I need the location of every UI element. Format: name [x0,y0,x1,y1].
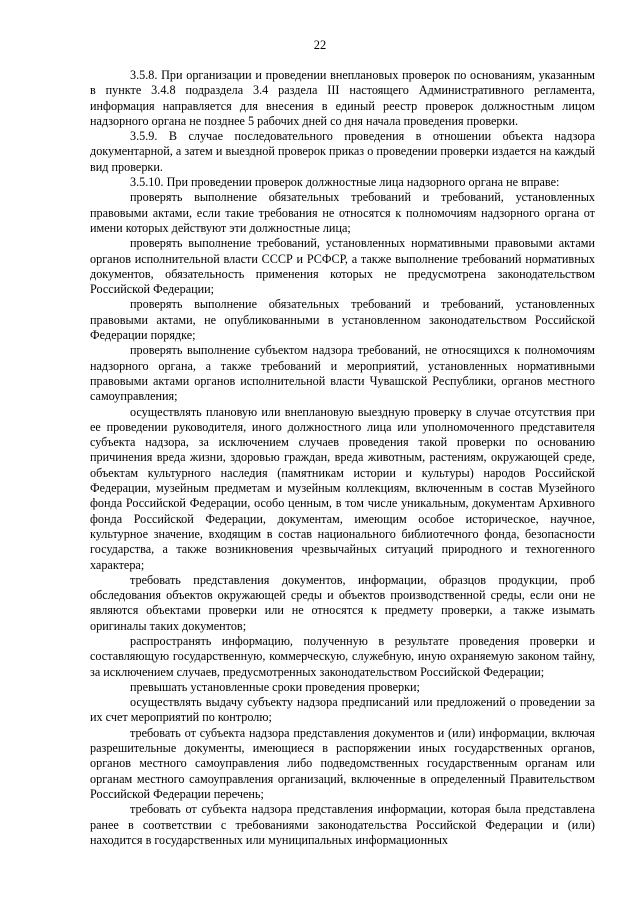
list-item-issue-orders-at-their-cost: осуществлять выдачу субъекту надзора предписаний или предложений о проведении за их счет мероприятий по контролю; [90,695,595,725]
list-item-demand-documents-samples: требовать представления документов, информации, образцов продукции, проб обследования объектов окружающей среды и объектов производственной среды, если они не являются объектами проверки или не относятся к предмету проверки, а также изымать оригиналы таких документов; [90,572,595,633]
list-item-ussr-rsfsr-acts: проверять выполнение требований, установленных нормативными правовыми актами органов исполнительной власти СССР и РСФСР, а также выполнение требований нормативных документов, обязательность применения которых не предусмотрена законодательством Российской Федерации; [90,236,595,297]
list-item-requirements-outside-authority: проверять выполнение обязательных требований и требований, установленных правовыми актами, если такие требования не относятся к полномочиям надзорного органа от имени которых действуют эти должностные лица; [90,190,595,235]
document-body [90,68,595,848]
list-item-inspection-without-representative: осуществлять плановую или внеплановую выездную проверку в случае отсутствия при ее проведении руководителя, иного должностного лица или уполномоченного представителя субъекта надзора, за исключением случаев проведения такой проверки по основанию причинения вреда жизни, здоровью граждан, вреда животным, растениям, окружающей среде, объектам культурного наследия (памятникам истории и культуры) народов Российской Федерации, музейным предметам и музейным коллекциям, включенным в состав Музейного фонда Российской Федерации, особо ценным, в том числе уникальным, документам Архивного фонда Российской Федерации, документам, имеющим особое историческое, научное, культурное значение, входящим в состав национального библиотечного фонда, безопасности государства, а также возникновения чрезвычайных ситуаций природного и техногенного характера; [90,404,595,572]
paragraph-3-5-9: 3.5.9. В случае последовательного проведения в отношении объекта надзора документарной, а затем и выездной проверок приказ о проведении проверки издается на каждый вид проверки. [90,129,595,174]
list-item-demand-documents-other-agencies: требовать от субъекта надзора представления документов и (или) информации, включая разрешительные документы, имеющиеся в распоряжении иных государственных органов, органов местного самоуправления либо подведомственных государственным органам или органам местного самоуправления организаций, включенные в определенный Правительством Российской Федерации перечень; [90,725,595,801]
page-number: 22 [313,38,327,52]
list-item-unpublished-acts: проверять выполнение обязательных требований и требований, установленных правовыми актами, не опубликованными в установленном законодательством Российской Федерации порядке; [90,297,595,343]
list-item-demand-previously-submitted-info: требовать от субъекта надзора представления информации, которая была представлена ранее в соответствии с требованиями законодательства Российской Федерации и (или) находится в государственных или муниципальных информационных [90,802,595,847]
list-item-disclose-secrets: распространять информацию, полученную в результате проведения проверки и составляющую государственную, коммерческую, служебную, иную охраняемую законом тайну, за исключением случаев, предусмотренных законодательством Российской Федерации; [90,633,595,679]
paragraph-3-5-8: 3.5.8. При организации и проведении внеплановых проверок по основаниям, указанным в пункте 3.4.8 подраздела 3.4 раздела III настоящего Административного регламента, информация направляется для внесения в единый реестр проверок должностным лицом надзорного органа не позднее 5 рабочих дней со дня начала проведения проверки. [90,68,595,128]
list-item-chuvash-republic-acts: проверять выполнение субъектом надзора требований, не относящихся к полномочиям надзорного органа, а также требований и мероприятий, установленных нормативными правовыми актами органов исполнительной власти Чувашской Республики, органов местного самоуправления; [90,343,595,404]
paragraph-3-5-10: 3.5.10. При проведении проверок должностные лица надзорного органа не вправе: [130,175,560,190]
list-item-exceed-deadlines: превышать установленные сроки проведения проверки; [130,679,420,694]
